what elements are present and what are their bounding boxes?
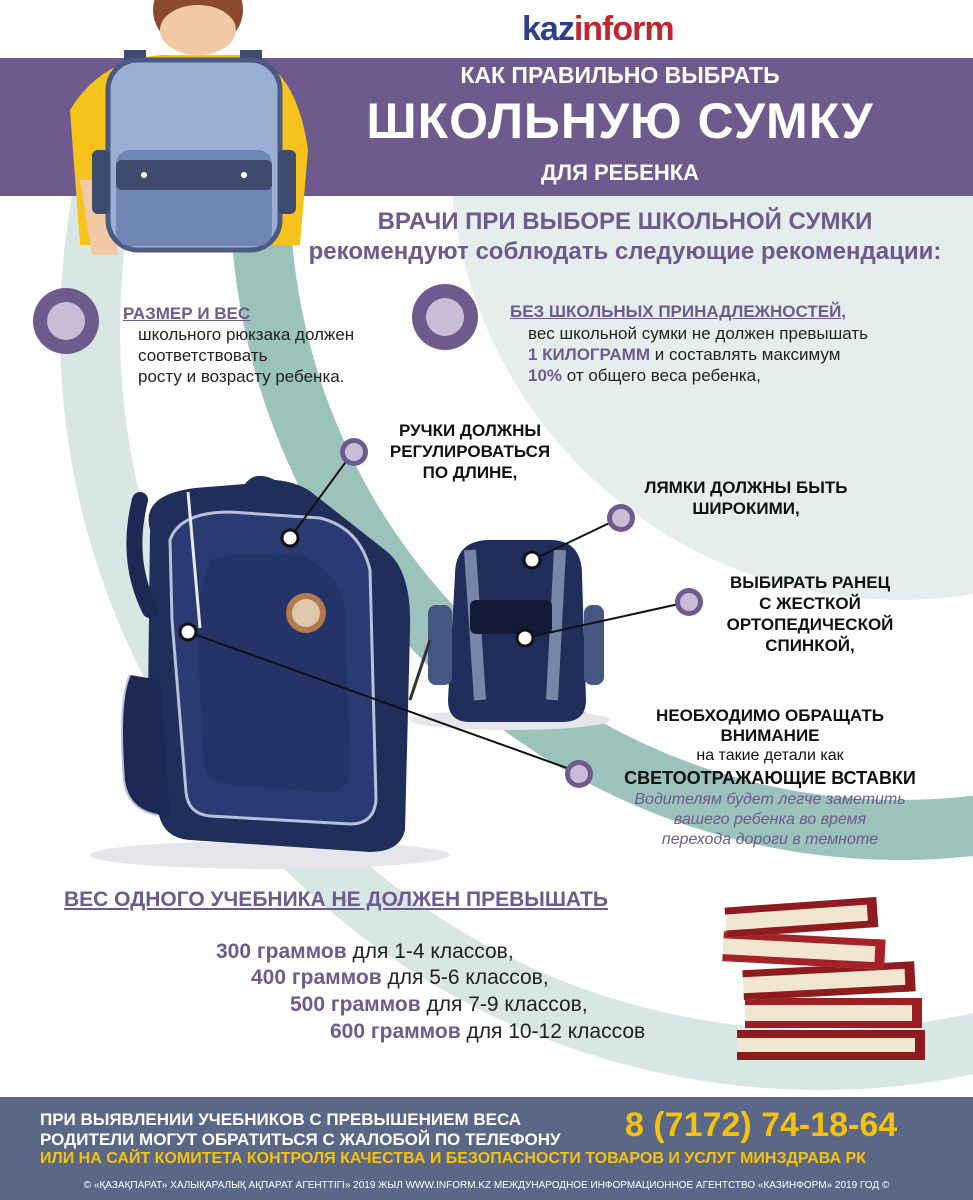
rule-2-line-2 [528,344,868,365]
back-bullet-icon [675,588,703,616]
rule-2-weight-limit: 1 КИЛОГРАММ [528,345,651,364]
attention-line-2: ВНИМАНИЕ [720,726,820,745]
footer-line-3: ИЛИ НА САЙТ КОМИТЕТА КОНТРОЛЯ КАЧЕСТВА И БЕЗОПАСНОСТИ ТОВАРОВ И УСЛУГ МИНЗДРАВА РК [40,1150,866,1167]
books-stack-illustration [715,880,935,1070]
attention-reflective-inserts: СВЕТООТРАЖАЮЩИЕ ВСТАВКИ [624,768,916,788]
weight-value: 300 граммов [216,940,347,963]
weight-value: 600 граммов [330,1020,461,1043]
attention-line-3: на такие детали как [696,747,844,764]
kazinform-logo [522,10,674,49]
attention-line-1: НЕОБХОДИМО ОБРАЩАТЬ [656,706,884,725]
rule-1-bullet-icon [33,288,99,354]
title-line-1: КАК ПРАВИЛЬНО ВЫБРАТЬ [460,62,780,88]
textbook-weight-title: ВЕС ОДНОГО УЧЕБНИКА НЕ ДОЛЖЕН ПРЕВЫШАТЬ [64,888,608,911]
callout-handles-line: РЕГУЛИРОВАТЬСЯ [389,442,551,461]
rule-2-line-3-rest: от общего веса ребенка, [562,366,761,385]
copyright: © «ҚАЗАҚПАРАТ» ХАЛЫҚАРАЛЫҚ АҚПАРАТ АГЕНТТІГІ» 2019 ЖЫЛ WWW.INFORM.KZ МЕЖДУНАРОДНОЕ ИНФОРМАЦИОННОЕ АГЕНТСТВО «КАЗИНФОРМ» 2019 ГОД © [83,1180,890,1191]
reflective-bullet-icon [565,760,593,788]
child-with-backpack-illustration [40,0,320,260]
title-line-3: ДЛЯ РЕБЕНКА [540,160,700,185]
hotline-phone: 8 (7172) 74-18-64 [625,1106,898,1144]
rule-1-line: соответствовать [138,346,268,365]
weight-grades: для 5-6 классов, [381,966,549,989]
footer-line-1: ПРИ ВЫЯВЛЕНИИ УЧЕБНИКОВ С ПРЕВЫШЕНИЕМ ВЕСА [40,1110,522,1129]
title-main: ШКОЛЬНУЮ СУМКУ [366,93,874,149]
callout-handles-line: ПО ДЛИНЕ, [422,463,518,482]
rule-2-line-1: вес школьной сумки не должен превышать [528,324,869,343]
weight-item [251,966,549,990]
logo-part-kaz: kaz [522,10,574,48]
callout-back-line: С ЖЕСТКОЙ [759,594,861,613]
callout-back-line: ВЫБИРАТЬ РАНЕЦ [729,573,891,592]
reflective-inserts-note [600,706,940,850]
attention-note-line: перехода дороги в темноте [661,831,879,848]
weight-item [290,993,588,1017]
weight-value: 500 граммов [290,993,421,1016]
callout-straps-line: ШИРОКИМИ, [692,499,800,518]
rule-1-text [138,324,354,387]
intro-line-1: ВРАЧИ ПРИ ВЫБОРЕ ШКОЛЬНОЙ СУМКИ [377,208,873,235]
attention-note-line: вашего ребенка во время [673,811,867,828]
handles-bullet-icon [340,438,368,466]
callout-handles [370,420,570,483]
footer-line-2: РОДИТЕЛИ МОГУТ ОБРАТИТЬСЯ С ЖАЛОБОЙ ПО ТЕЛЕФОНУ [40,1130,561,1149]
rule-1-line: школьного рюкзака должен [138,325,355,344]
rule-2-title: БЕЗ ШКОЛЬНЫХ ПРИНАДЛЕЖНОСТЕЙ, [510,302,847,321]
callout-back-line: СПИНКОЙ, [765,636,855,655]
weight-grades: для 7-9 классов, [420,993,588,1016]
rule-2-bullet-icon [412,284,478,350]
rule-1-title: РАЗМЕР И ВЕС [123,304,251,323]
rule-2-line-3 [528,365,868,386]
attention-note-line: Водителям будет легче заметить [634,791,906,808]
logo-part-inform: inform [573,10,674,48]
rule-2-text [528,323,868,386]
weight-value: 400 граммов [251,966,382,989]
callout-back-line: ОРТОПЕДИЧЕСКОЙ [726,615,894,634]
callout-straps-line: ЛЯМКИ ДОЛЖНЫ БЫТЬ [644,478,848,497]
rule-1-line: росту и возрасту ребенка. [138,367,345,386]
rule-2-line-2-rest: и составлять максимум [650,345,841,364]
weight-grades: для 1-4 классов, [346,940,514,963]
weight-grades: для 10-12 классов [460,1020,646,1043]
rule-2-percent-limit: 10% [528,366,563,385]
callout-back [702,572,918,656]
callout-handles-line: РУЧКИ ДОЛЖНЫ [398,421,542,440]
weight-item [330,1020,645,1044]
weight-item [216,940,514,964]
intro-line-2: рекомендуют соблюдать следующие рекомендации: [308,238,942,265]
callout-straps [628,477,864,519]
